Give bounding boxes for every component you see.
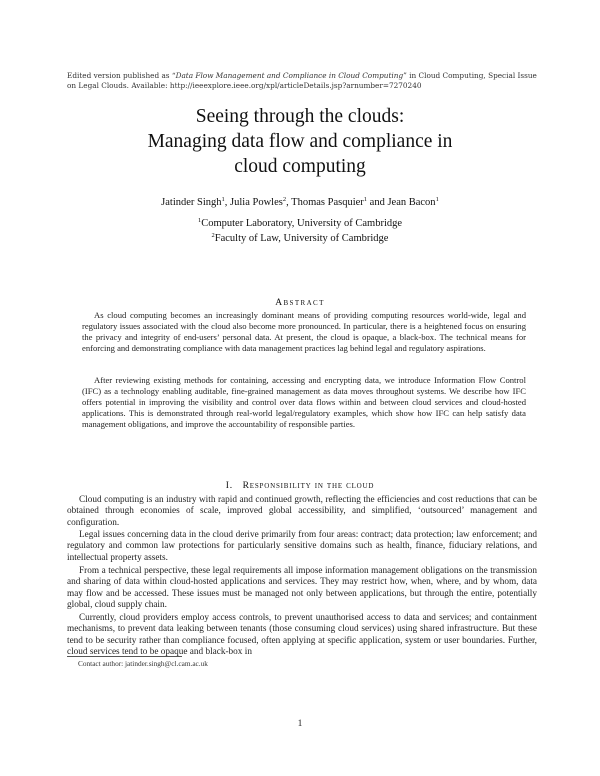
page-number: 1	[297, 719, 303, 729]
author-affiliation-mark: 1	[435, 196, 439, 203]
author-name: Jatinder Singh	[161, 197, 222, 208]
affiliation-mark: 2	[211, 232, 215, 239]
title-line: Seeing through the clouds:	[195, 106, 405, 127]
body-paragraph: Currently, cloud providers employ access controls, to prevent unauthorised access to data and services; and containment mechanisms, to prevent data leaking between tenants (those consuming cloud services) using shared infrastructure. But these tend to be security rather than compliance focused, often applying at specific application, system or user boundaries. Further, cloud services tend to be opaque and black-box in	[67, 613, 537, 657]
body-paragraph: Cloud computing is an industry with rapid and continued growth, reflecting the efficiencies and cost reductions that can be obtained through economies of scale, improved global accessibility, and simplified, ‘outsourced’ management and configuration.	[67, 495, 537, 528]
publication-venue-title: Data Flow Management and Compliance in Cloud Computing	[175, 71, 404, 80]
author-separator: ,	[286, 197, 292, 208]
author-name: Julia Powles	[230, 197, 283, 208]
affiliation	[0, 233, 600, 244]
author-name: Thomas Pasquier	[291, 197, 364, 208]
paper-title	[0, 104, 600, 179]
section-title: Responsibility in the cloud	[242, 480, 375, 491]
affiliation	[0, 218, 600, 229]
affiliation-mark: 1	[197, 217, 202, 224]
title-line: cloud computing	[234, 156, 366, 177]
author-affiliation-mark: 1	[221, 196, 225, 203]
title-line: Managing data flow and compliance in	[147, 131, 453, 152]
publication-note	[67, 71, 537, 91]
author-name: Jean Bacon	[387, 197, 436, 208]
body-paragraph: From a technical perspective, these legal requirements all impose information management obligations on the transmission and sharing of data within cloud-hosted applications and services. They may restrict how, when, where, and by whom, data may flow and be accessed. These issues must be managed not only between applications, but through the entire, potentially global, cloud supply chain.	[67, 566, 537, 610]
footnote-contact: Contact author: jatinder.singh@cl.cam.ac.uk	[78, 659, 208, 668]
affiliation-text: Computer Laboratory, University of Cambridge	[201, 218, 403, 229]
affiliation-text: Faculty of Law, University of Cambridge	[214, 233, 389, 244]
author-separator: and	[367, 197, 388, 208]
author-list	[0, 197, 600, 208]
publication-note-suffix: ” in Cloud Computing, Special Issue on Legal Clouds. Available: http://ieeexplore.ieee.org/xpl/articleDetails.jsp?arnumber=7270240	[67, 71, 537, 90]
section-heading	[0, 480, 600, 491]
footnote-divider	[67, 656, 182, 657]
author-separator: ,	[224, 197, 231, 208]
abstract-heading: Abstract	[275, 298, 325, 308]
body-paragraph: Legal issues concerning data in the cloud derive primarily from four areas: contract; data protection; law enforcement; and regulatory and common law protections for particularly sensitive domains such as health, finance, fiduciary relations, and intellectual property assets.	[67, 530, 537, 563]
publication-note-prefix: Edited version published as “	[67, 71, 176, 80]
section-number: I.	[225, 480, 233, 491]
abstract-paragraph: After reviewing existing methods for containing, accessing and encrypting data, we introduce Information Flow Control (IFC) as a technology enabling auditable, fine-grained management as data moves throughout systems. We describe how IFC offers potential in improving the visibility and control over data flows within and between cloud services and cloud-hosted applications. This is demonstrated through real-world legal/regulatory examples, which show how IFC can help satisfy data management obligations, and improve the accountability of responsible parties.	[82, 375, 526, 429]
author-affiliation-mark: 1	[363, 196, 368, 203]
abstract-paragraph: As cloud computing becomes an increasingly dominant means of providing computing resources world-wide, legal and regulatory issues associated with the cloud also become more pronounced. In particular, there is a heightened focus on ensuring the privacy and integrity of end-users’ personal data. At present, the cloud is opaque, a black-box. The technical means for enforcing and demonstrating compliance with data management practices lag behind legal and regulatory aspirations.	[82, 310, 526, 353]
author-affiliation-mark: 2	[282, 196, 287, 203]
